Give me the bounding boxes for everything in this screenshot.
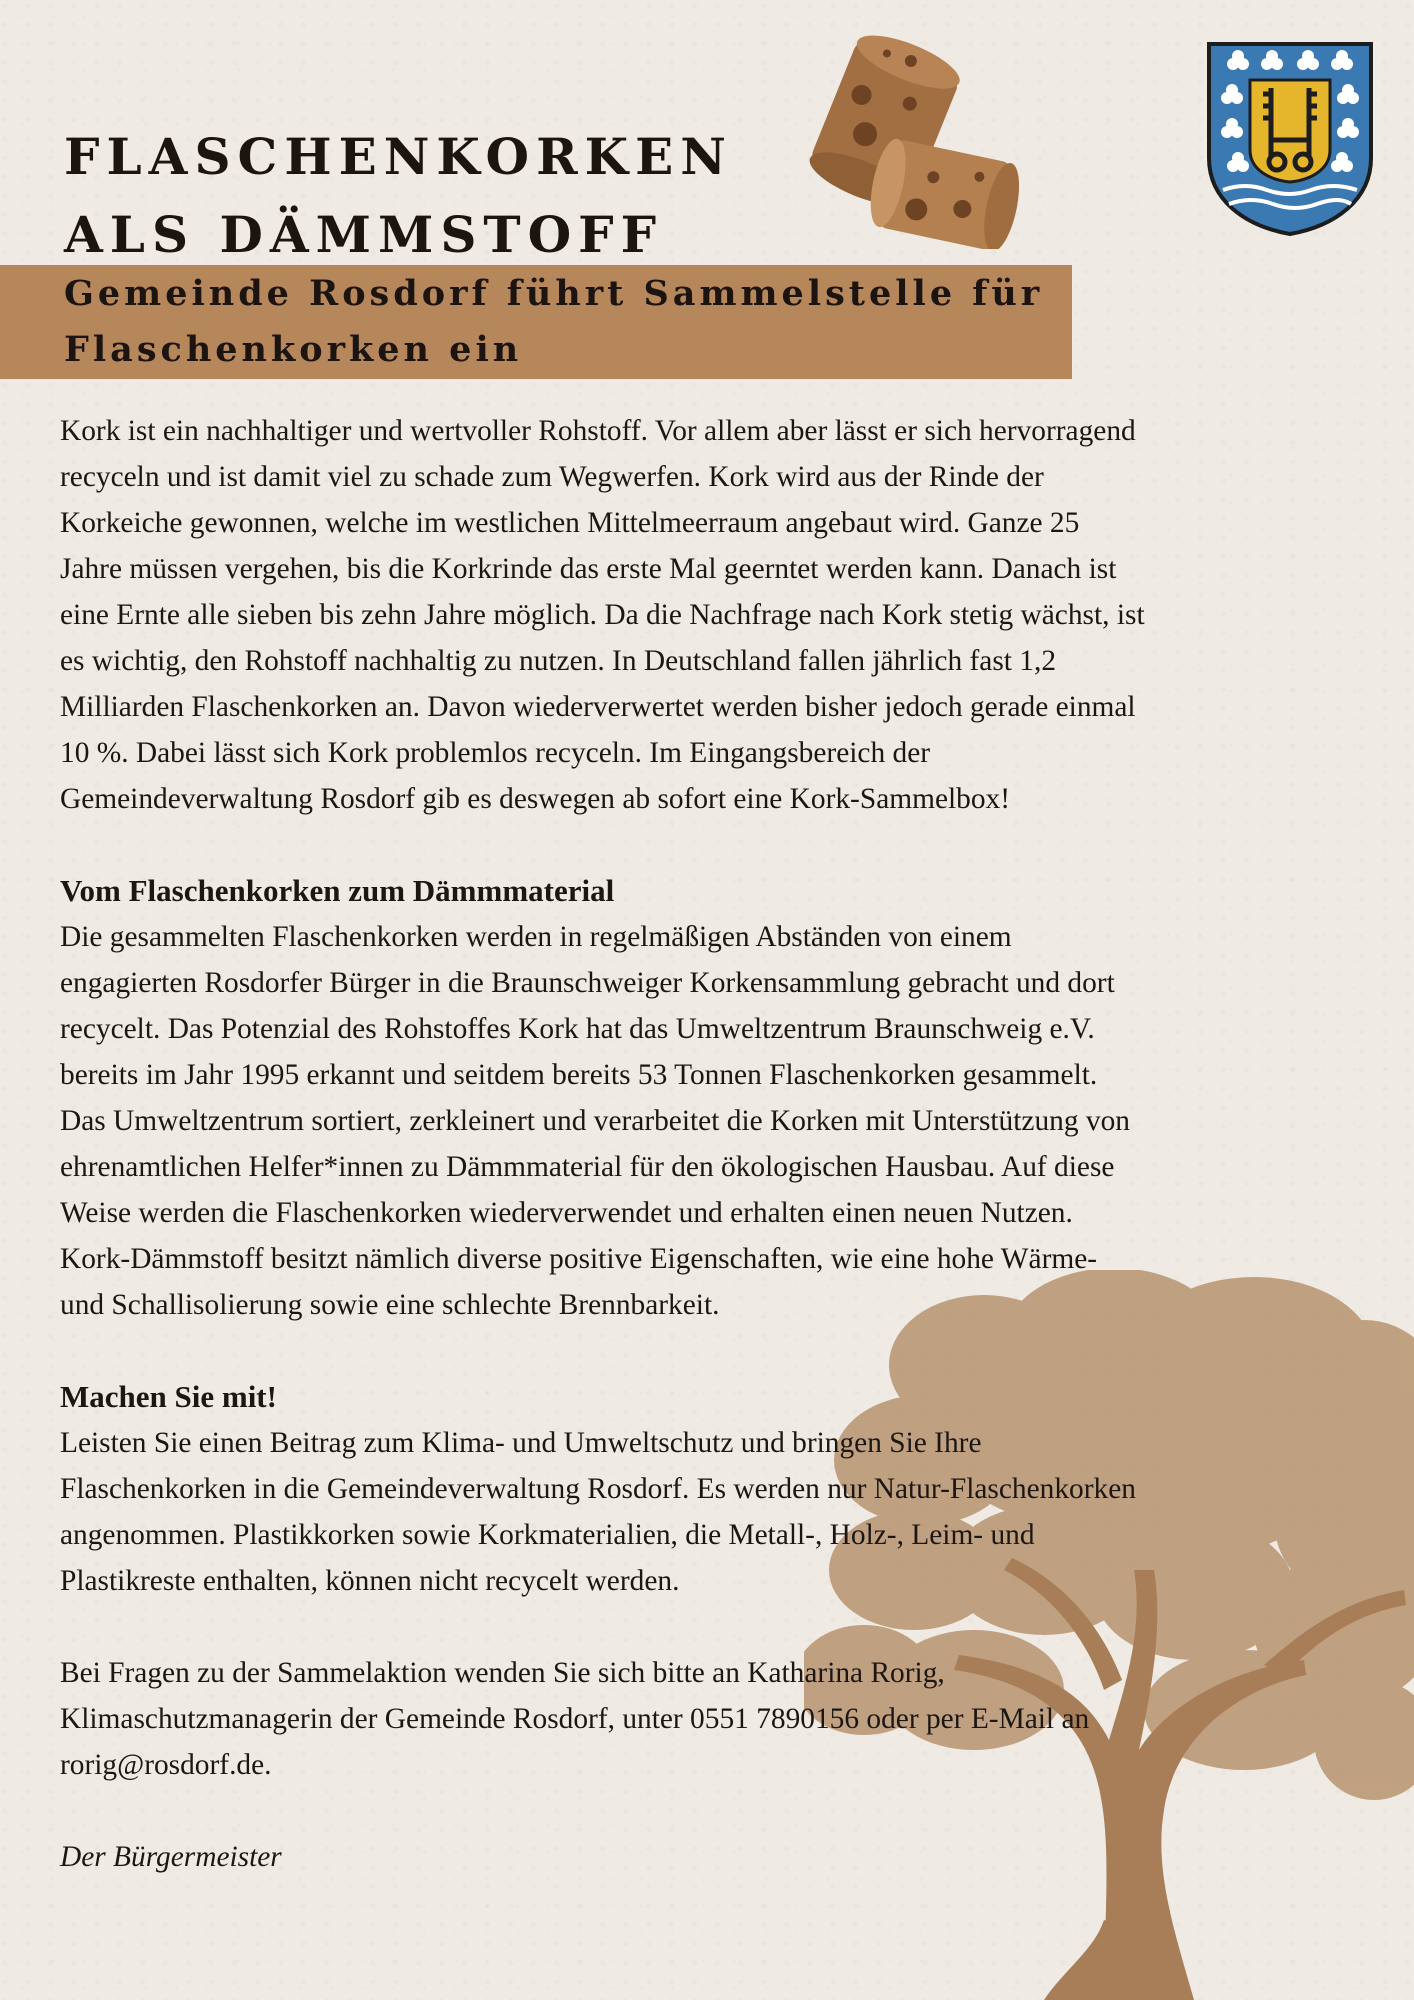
title-line: FLASCHENKORKEN — [64, 127, 733, 186]
page-title — [64, 118, 733, 274]
spacer — [60, 1328, 1360, 1374]
subtitle-line: Flaschenkorken ein — [64, 329, 523, 370]
text-line: 10 %. Dabei lässt sich Kork problemlos recyceln. Im Eingangsbereich der — [60, 737, 931, 769]
subtitle-line: Gemeinde Rosdorf führt Sammelstelle für — [64, 273, 1044, 314]
text-line: Das Umweltzentrum sortiert, zerkleinert und verarbeitet die Korken mit Unterstützung von — [60, 1105, 1130, 1137]
text-line: Bei Fragen zu der Sammelaktion wenden Sie sich bitte an Katharina Rorig, — [60, 1657, 945, 1689]
subtitle — [64, 266, 1043, 378]
text-line: eine Ernte alle sieben bis zehn Jahre möglich. Da die Nachfrage nach Kork stetig wächst, ist — [60, 599, 1145, 631]
text-line: Flaschenkorken in die Gemeindeverwaltung Rosdorf. Es werden nur Natur-Flaschenkorken — [60, 1473, 1136, 1505]
text-line: Kork-Dämmstoff besitzt nämlich diverse positive Eigenschaften, wie eine hohe Wärme- — [60, 1243, 1098, 1275]
text-line: Plastikreste enthalten, können nicht recycelt werden. — [60, 1565, 680, 1597]
text-line: recyceln und ist damit viel zu schade zum Wegwerfen. Kork wird aus der Rinde der — [60, 461, 1044, 493]
spacer — [60, 822, 1360, 868]
spacer — [60, 1788, 1360, 1834]
text-line: es wichtig, den Rohstoff nachhaltig zu nutzen. In Deutschland fallen jährlich fast 1,2 — [60, 645, 1057, 677]
section2-paragraph — [60, 1420, 1360, 1604]
text-line: engagierten Rosdorfer Bürger in die Braunschweiger Korkensammlung gebracht und dort — [60, 967, 1115, 999]
text-line: Klimaschutzmanagerin der Gemeinde Rosdorf, unter 0551 7890156 oder per E-Mail an — [60, 1703, 1090, 1735]
cork-icon — [790, 34, 1020, 249]
article-body — [60, 408, 1360, 1880]
text-line: und Schallisolierung sowie eine schlechte Brennbarkeit. — [60, 1289, 720, 1321]
text-line: Kork ist ein nachhaltiger und wertvoller Rohstoff. Vor allem aber lässt er sich hervorragend — [60, 415, 1136, 447]
text-line: ehrenamtlichen Helfer*innen zu Dämmmaterial für den ökologischen Hausbau. Auf diese — [60, 1151, 1115, 1183]
text-line: Gemeindeverwaltung Rosdorf gib es deswegen ab sofort eine Kork-Sammelbox! — [60, 783, 1011, 815]
intro-paragraph — [60, 408, 1360, 822]
coat-of-arms-icon — [1205, 40, 1375, 238]
section-heading-daemmmaterial: Vom Flaschenkorken zum Dämmmaterial — [60, 873, 615, 908]
text-line: Jahre müssen vergehen, bis die Korkrinde das erste Mal geerntet werden kann. Danach ist — [60, 553, 1117, 585]
text-line: angenommen. Plastikkorken sowie Korkmaterialien, die Metall-, Holz-, Leim- und — [60, 1519, 1035, 1551]
text-line: Milliarden Flaschenkorken an. Davon wiederverwertet werden bisher jedoch gerade einmal — [60, 691, 1136, 723]
text-line: Korkeiche gewonnen, welche im westlichen Mittelmeerraum angebaut wird. Ganze 25 — [60, 507, 1080, 539]
section1-paragraph — [60, 914, 1360, 1328]
text-line: Die gesammelten Flaschenkorken werden in regelmäßigen Abständen von einem — [60, 921, 1012, 953]
text-line: Leisten Sie einen Beitrag zum Klima- und Umweltschutz und bringen Sie Ihre — [60, 1427, 982, 1459]
title-line: ALS DÄMMSTOFF — [64, 205, 664, 264]
signature: Der Bürgermeister — [60, 1841, 282, 1873]
contact-paragraph — [60, 1650, 1360, 1788]
section-heading-machen-sie-mit: Machen Sie mit! — [60, 1379, 277, 1414]
text-line: Weise werden die Flaschenkorken wiederverwendet und erhalten einen neuen Nutzen. — [60, 1197, 1073, 1229]
text-line: recycelt. Das Potenzial des Rohstoffes Kork hat das Umweltzentrum Braunschweig e.V. — [60, 1013, 1095, 1045]
spacer — [60, 1604, 1360, 1650]
contact-email[interactable]: rorig@rosdorf.de. — [60, 1749, 272, 1781]
text-line: bereits im Jahr 1995 erkannt und seitdem bereits 53 Tonnen Flaschenkorken gesammelt. — [60, 1059, 1098, 1091]
